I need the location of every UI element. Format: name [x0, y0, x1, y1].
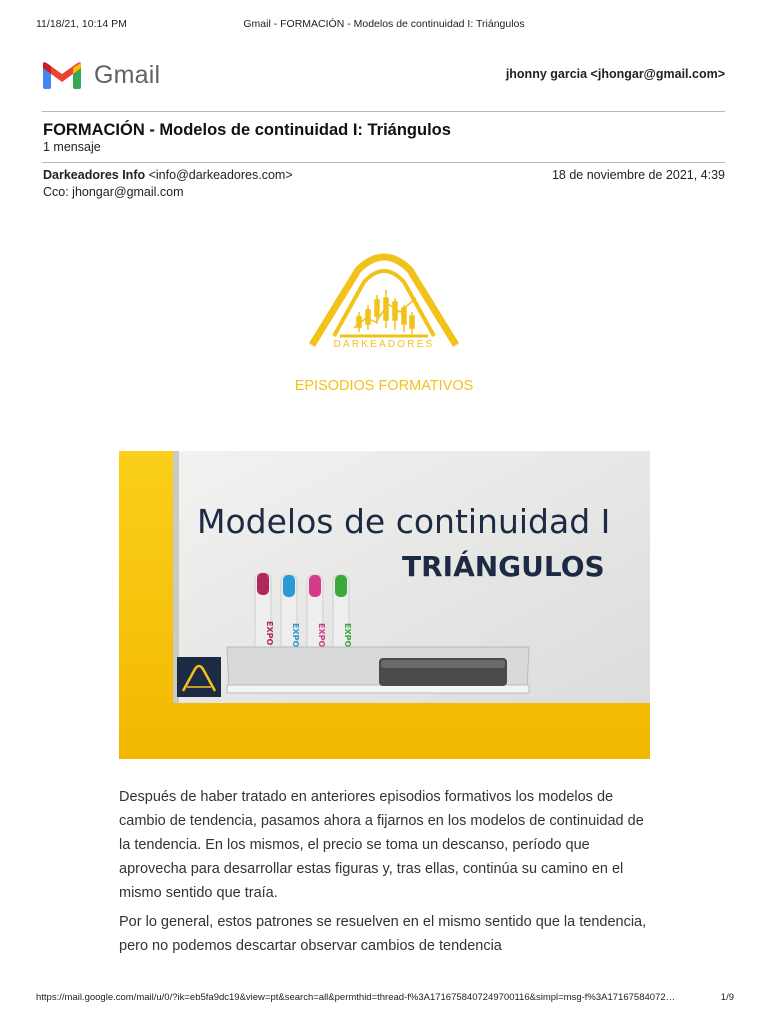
message-date: 18 de noviembre de 2021, 4:39	[551, 168, 725, 182]
sender-email[interactable]: <info@darkeadores.com>	[148, 168, 293, 182]
message-count: 1 mensaje	[43, 140, 101, 154]
gmail-m-icon	[42, 60, 82, 90]
hero-whiteboard-illustration	[119, 451, 650, 759]
logo-wordmark: DARKEADORES	[333, 339, 435, 350]
hero-title-line1: Modelos de continuidad I	[197, 502, 611, 541]
subject-divider	[42, 162, 725, 163]
bcc-line: Cco: jhongar@gmail.com	[43, 185, 184, 199]
body-paragraph-1: Después de haber tratado en anteriores episodios formativos los modelos de cambio de tendencia, pasamos ahora a fijarnos en los modelos de continuidad de la tendencia. En los mismos, el precio se toma un descanso, período que aprovecha para desarrollar estas figuras y, tras ellas, continúa su camino en el mismo sentido que traía.	[119, 789, 644, 901]
print-page-number: 1/9	[720, 992, 734, 1003]
darkeadores-logo	[304, 250, 464, 350]
header-divider	[42, 111, 725, 112]
body-paragraph-2: Por lo general, estos patrones se resuelven en el mismo sentido que la tendencia, pero no podemos descartar observar cambios de tendencia	[119, 914, 647, 954]
marker-label: EXPO	[343, 623, 352, 648]
gmail-wordmark: Gmail	[94, 60, 161, 89]
sender	[43, 168, 293, 182]
print-url: https://mail.google.com/mail/u/0/?ik=eb5fa9dc19&view=pt&search=all&permthid=thread-f%3A1716758407249700116&simpl=msg-f%3A17167584072…	[36, 992, 676, 1003]
episodes-label: EPISODIOS FORMATIVOS	[294, 378, 474, 394]
hero-image	[119, 451, 650, 759]
thread-subject: FORMACIÓN - Modelos de continuidad I: Triángulos	[43, 121, 451, 139]
sender-name: Darkeadores Info	[43, 168, 146, 182]
gmail-logo[interactable]	[42, 59, 160, 91]
marker-label: EXPO	[291, 623, 300, 648]
hero-title-line2: TRIÁNGULOS	[402, 550, 605, 583]
print-page-title: Gmail - FORMACIÓN - Modelos de continuidad I: Triángulos	[243, 18, 525, 30]
marker-label: EXPO	[265, 621, 274, 646]
marker-label: EXPO	[317, 623, 326, 648]
print-datetime: 11/18/21, 10:14 PM	[36, 18, 127, 30]
account-label: jhonny garcia <jhongar@gmail.com>	[505, 67, 725, 81]
